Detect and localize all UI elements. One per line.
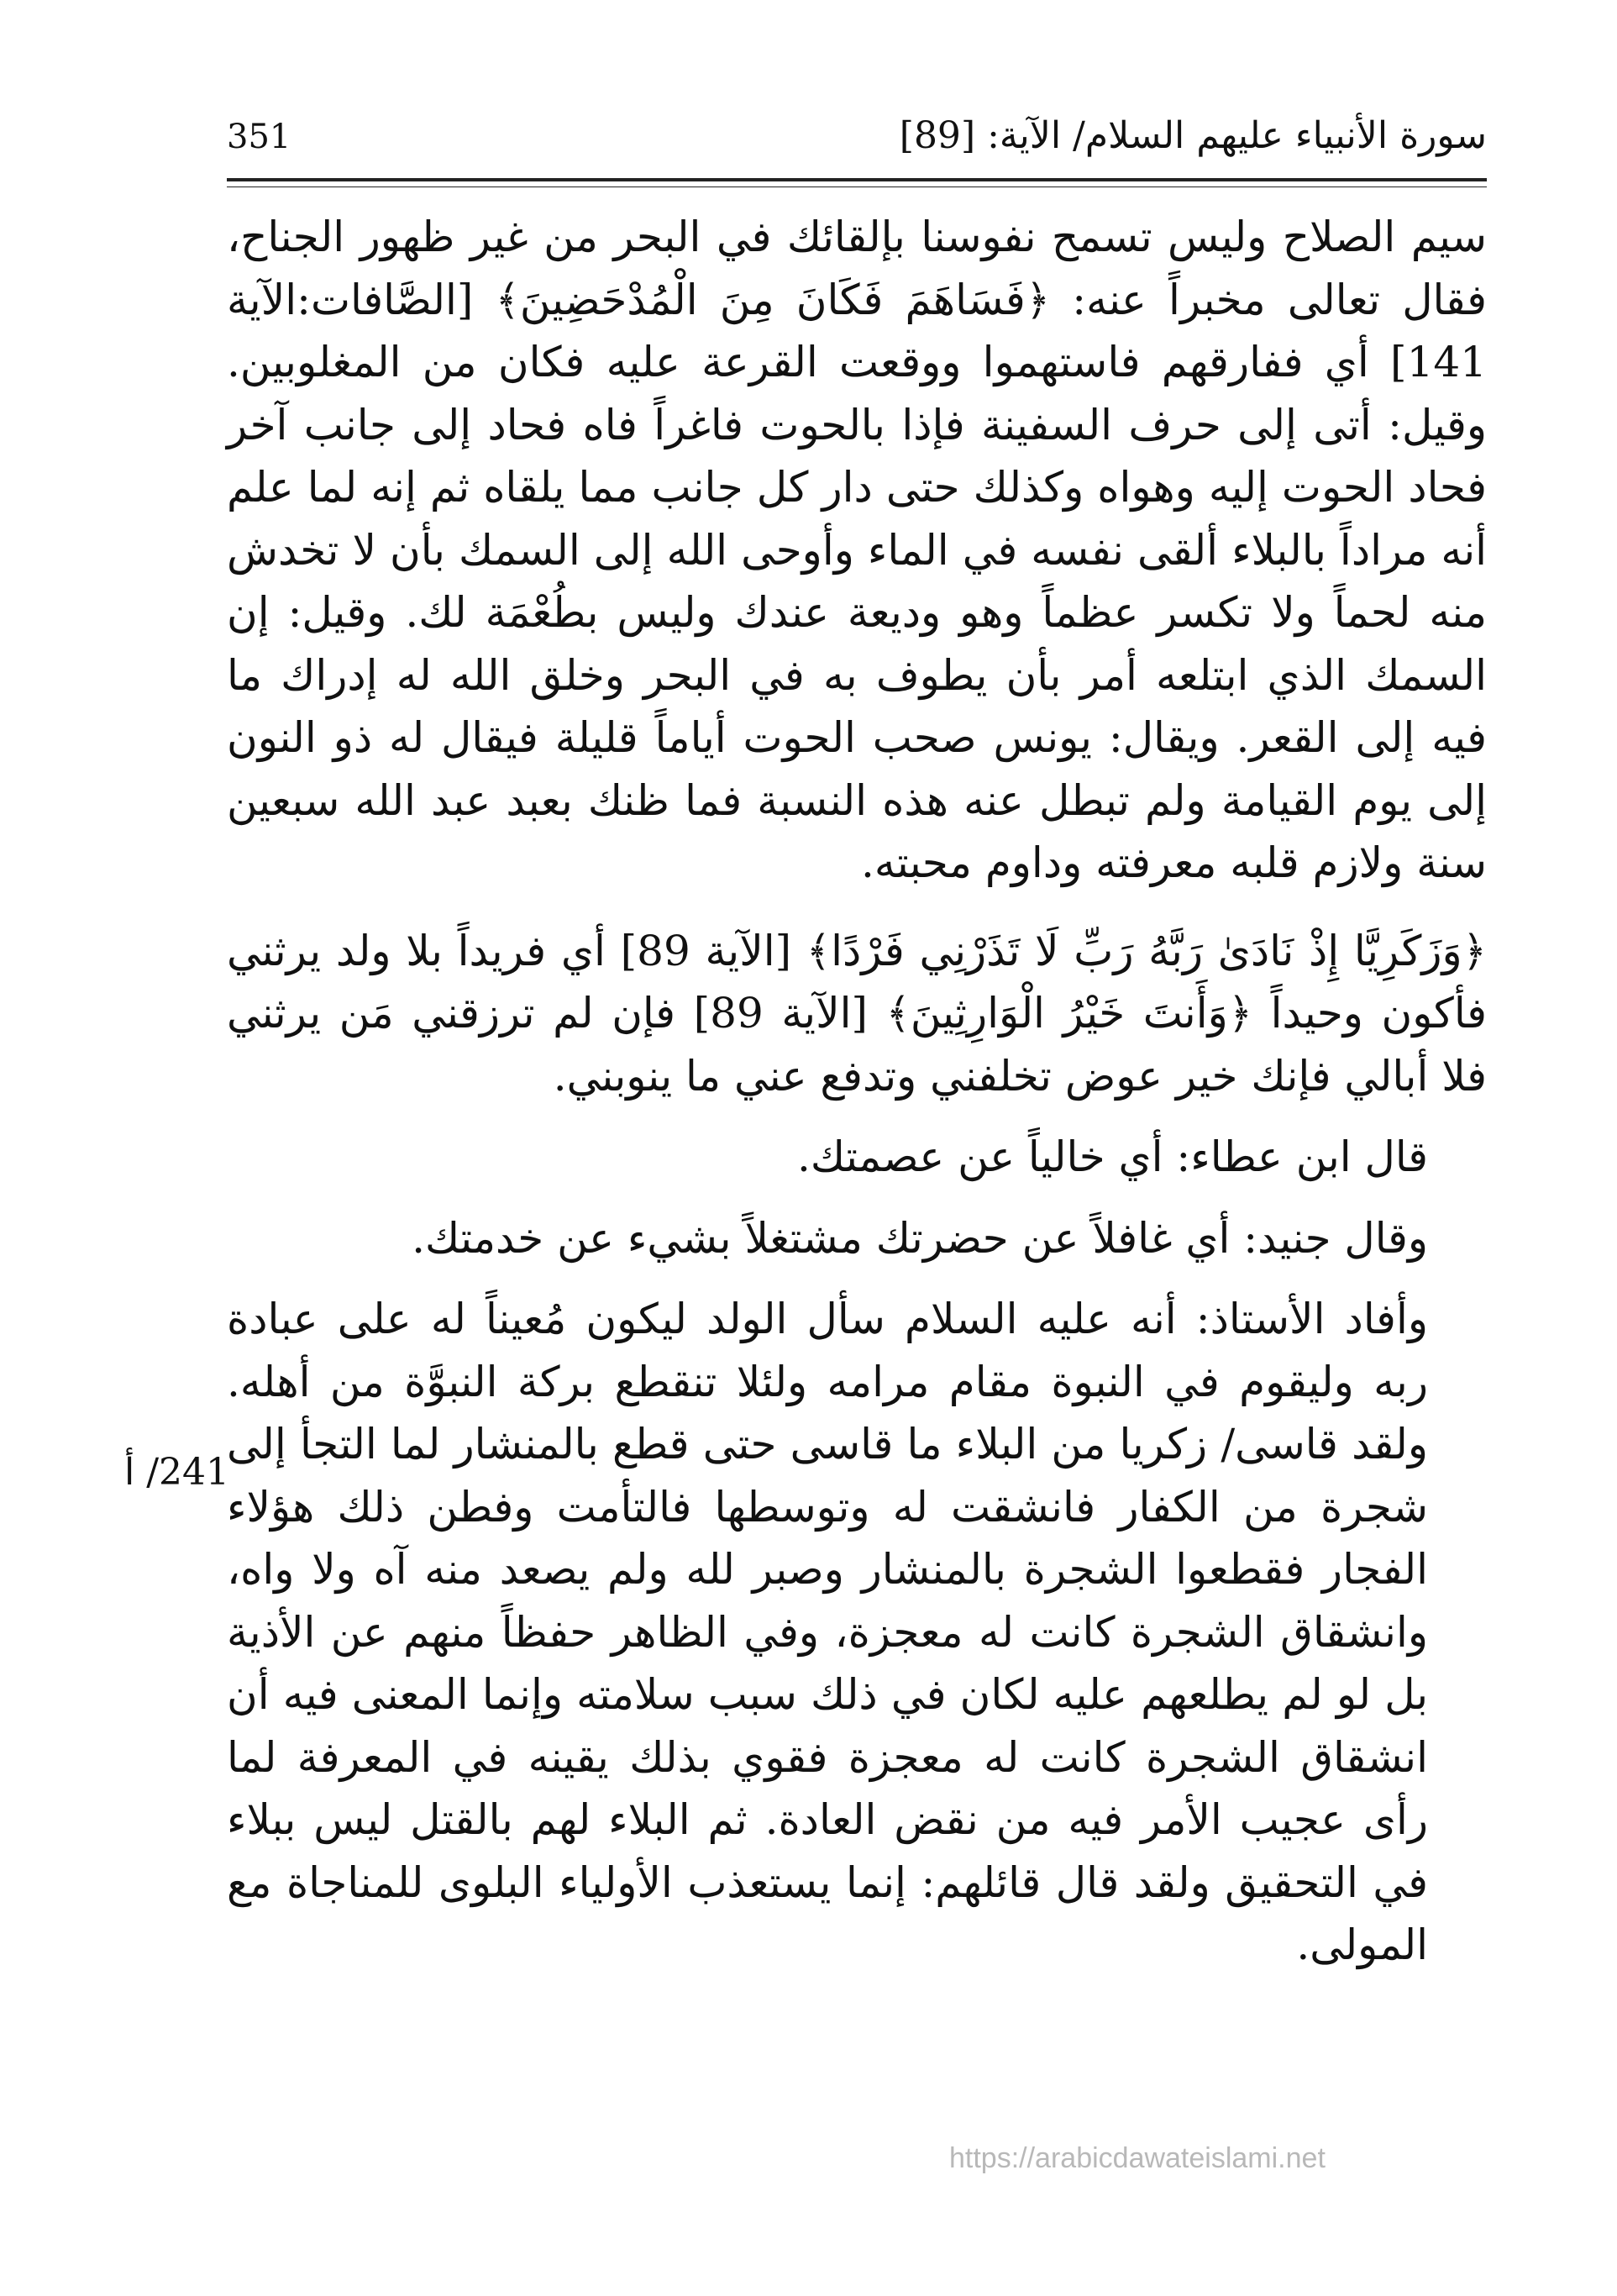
header-rule-thick <box>227 178 1487 181</box>
margin-folio-note: 241/ أ <box>124 1451 230 1494</box>
running-head: سورة الأنبياء عليهم السلام/ الآية: [89] <box>899 114 1487 157</box>
paragraph-ustadh: وأفاد الأستاذ: أنه عليه السلام سأل الولد ليكون مُعيناً له على عبادة ربه وليقوم في النبوة مقام مرامه ولئلا تنقطع بركة النبوَّة من أهله. ولقد قاسى/ زكريا من البلاء ما قاسى حتى قطع بالمنشار لما التجأ إلى شجرة من الكفار فانشقت له وتوسطها فالتأمت وفطن ذلك هؤلاء الفجار فقطعوا الشجرة بالمنشار وصبر لله ولم يصعد منه آه ولا واه، وانشقاق الشجرة كانت له معجزة، وفي الظاهر حفظاً منهم عن الأذية بل لو لم يطلعهم عليه لكان في ذلك سبب سلامته وإنما المعنى فيه أن انشقاق الشجرة كانت له معجزة فقوي بذلك يقينه في المعرفة لما رأى عجيب الأمر فيه من نقض العادة. ثم البلاء لهم بالقتل ليس ببلاء في التحقيق ولقد قال قائلهم: إنما يستعذب الأولياء البلوى للمناجاة مع المولى. <box>227 1295 1428 1969</box>
paragraph-yunus: سيم الصلاح وليس تسمح نفوسنا بإلقائك في البحر من غير ظهور الجناح، فقال تعالى مخبراً عنه: ﴿فَسَاهَمَ فَكَانَ مِنَ الْمُدْحَضِينَ﴾ [الصَّافات:الآية 141] أي ففارقهم فاستهموا ووقعت القرعة عليه فكان من المغلوبين. وقيل: أتى إلى حرف السفينة فإذا بالحوت فاغراً فاه فحاد إلى جانب آخر فحاد الحوت إليه وهواه وكذلك حتى دار كل جانب مما يلقاه ثم إنه لما علم أنه مراداً بالبلاء ألقى نفسه في الماء وأوحى الله إلى السمك بأن لا تخدش منه لحماً ولا تكسر عظماً وهو وديعة عندك وليس بطُعْمَة لك. وقيل: إن السمك الذي ابتلعه أمر بأن يطوف به في البحر وخلق الله له إدراك ما فيه إلى القعر. ويقال: يونس صحب الحوت أياماً قليلة فيقال له ذو النون إلى يوم القيامة ولم تبطل عنه هذه النسبة فما ظنك بعبد عبد الله سبعين سنة ولازم قلبه معرفته وداوم محبته. <box>227 213 1487 887</box>
watermark-url: https://arabicdawateislami.net <box>949 2142 1326 2174</box>
paragraph-ibn-ata: قال ابن عطاء: أي خالياً عن عصمتك. <box>797 1132 1428 1181</box>
body-text <box>227 206 1487 1977</box>
paragraph-zakariya-verse: ﴿وَزَكَرِيَّا إِذْ نَادَىٰ رَبَّهُ رَبِّ لَا تَذَرْنِي فَرْدًا﴾ [الآية 89] أي فريداً بلا ولد يرثني فأكون وحيداً ﴿وَأَنتَ خَيْرُ الْوَارِثِينَ﴾ [الآية 89] فإن لم ترزقني مَن يرثني فلا أبالي فإنك خير عوض تخلفني وتدفع عني ما ينوبني. <box>227 926 1487 1101</box>
page-number: 351 <box>227 118 291 156</box>
page-header <box>227 109 1487 176</box>
paragraph-junayd: وقال جنيد: أي غافلاً عن حضرتك مشتغلاً بشيء عن خدمتك. <box>412 1213 1428 1263</box>
